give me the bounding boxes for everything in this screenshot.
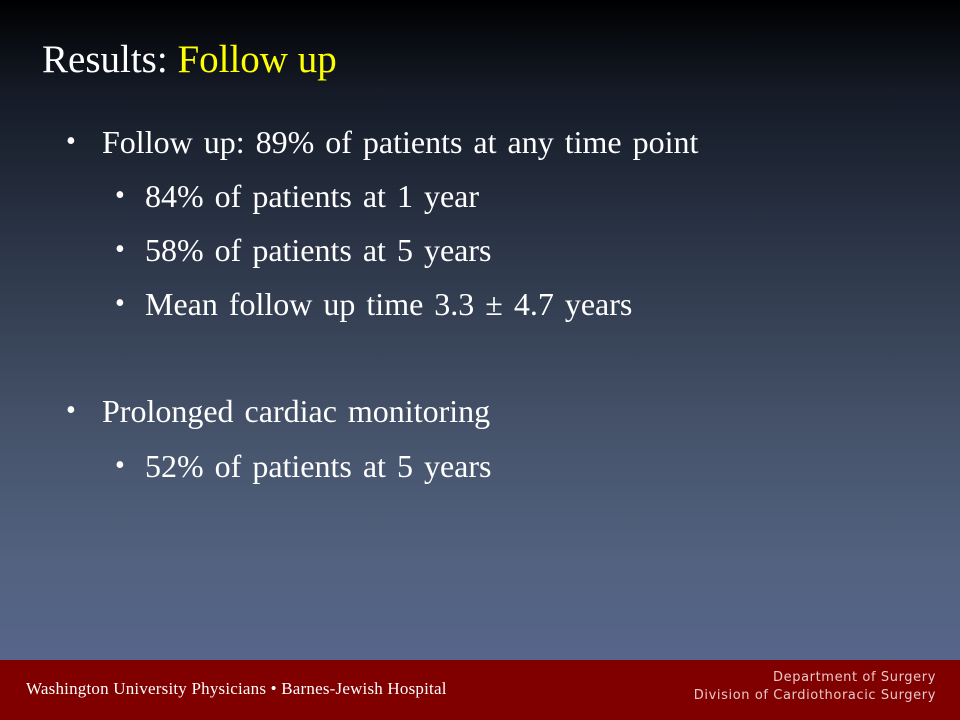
title-prefix: Results: [42, 38, 178, 81]
bullet-dot-icon: • [115, 450, 125, 481]
footer-bar [0, 660, 960, 720]
sub-bullet-item [115, 284, 633, 324]
bullet-text: 84% of patients at 1 year [145, 178, 479, 214]
bullet-dot-icon: • [66, 395, 76, 426]
sub-bullet-item [115, 230, 492, 270]
bullet-dot-icon: • [115, 288, 125, 319]
bullet-text: Mean follow up time 3.3 ± 4.7 years [145, 286, 633, 322]
title-accent: Follow up [177, 38, 337, 81]
bullet-dot-icon: • [115, 180, 125, 211]
bullet-item [66, 122, 699, 162]
bullet-text: 52% of patients at 5 years [145, 448, 492, 484]
division-name: Division of Cardiothoracic Surgery [693, 688, 936, 703]
bullet-dot-icon: • [115, 234, 125, 265]
bullet-item [66, 391, 491, 431]
bullet-text: Follow up: 89% of patients at any time point [102, 124, 699, 160]
sub-bullet-item [115, 446, 492, 486]
institution-name: Washington University Physicians • Barnes-Jewish Hospital [26, 679, 447, 698]
sub-bullet-item [115, 176, 479, 216]
department-name: Department of Surgery [773, 670, 936, 685]
bullet-dot-icon: • [66, 126, 76, 157]
bullet-text: 58% of patients at 5 years [145, 232, 492, 268]
department-block [694, 669, 936, 705]
bullet-text: Prolonged cardiac monitoring [102, 393, 491, 429]
